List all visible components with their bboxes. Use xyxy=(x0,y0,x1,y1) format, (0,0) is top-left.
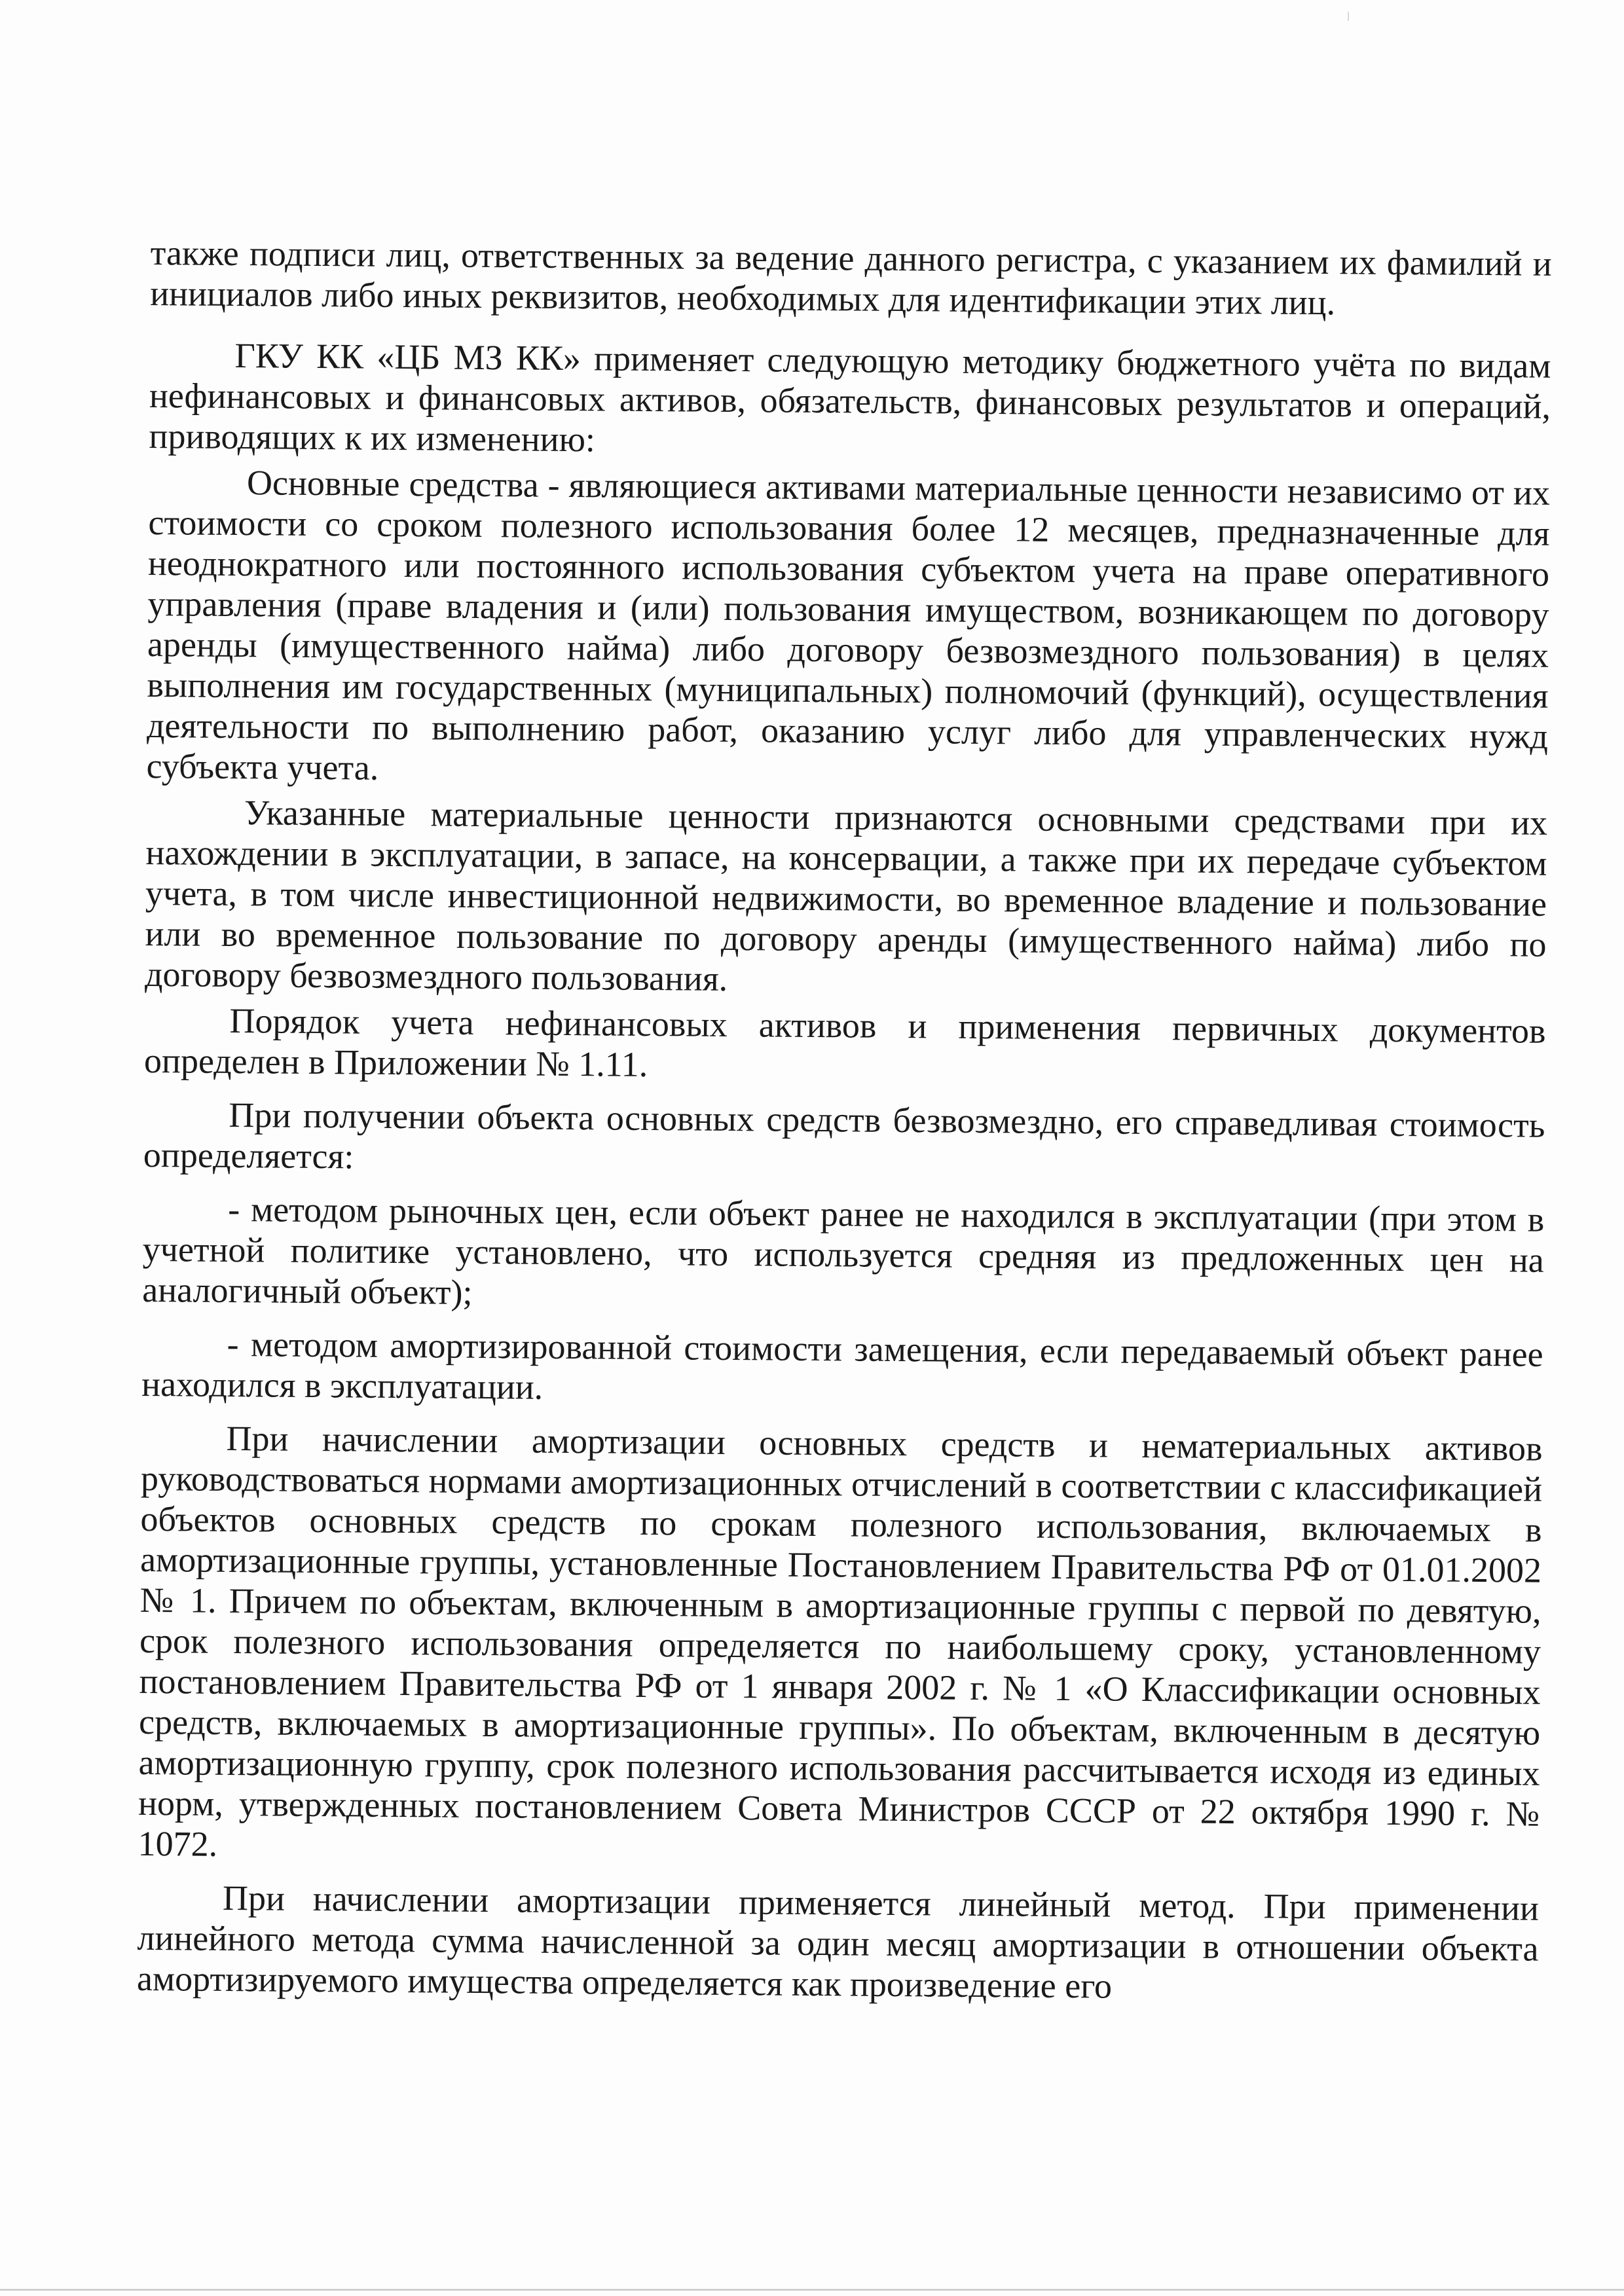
paragraph-accounting-procedure: Порядок учета нефинансовых активов и применения первичных документов определен в Приложении № 1.11. xyxy=(143,1000,1546,1085)
list-item-replacement-cost-method: - методом амортизированной стоимости замещения, если передаваемый объект ранее находился в эксплуатации. xyxy=(141,1324,1543,1407)
paragraph-depreciation-norms: При начислении амортизации основных средств и нематериальных активов руководствоваться нормами амортизационных отчислений в соответствии с классификацией объектов основных средств по срокам полезного использования, включаемых в амортизационные группы, установленные Постановлением Правительства РФ от 01.01.2002 № 1. Причем по объектам, включенным в амортизационные группы с первой по девятую, срок полезного использования определяется по наибольшему сроку, установленному постановлением Правительства РФ от 1 января 2002 г. № 1 «О Классификации основных средств, включаемых в амортизационные группы». По объектам, включенным в десятую амортизационную группу, срок полезного использования рассчитывается исходя из единых норм, утвержденных постановлением Совета Министров СССР от 22 октября 1990 г. № 1072. xyxy=(138,1418,1543,1864)
paragraph-free-receipt: При получении объекта основных средств безвозмездно, его справедливая стоимость определяется: xyxy=(143,1095,1545,1176)
list-item-market-price-method: - методом рыночных цен, если объект ранее не находился в эксплуатации (при этом в учетной политике установлено, что используется средняя из предложенных цен на аналогичный объект); xyxy=(142,1189,1545,1312)
paragraph-fixed-assets-recognition: Указанные материальные ценности признаются основными средствами при их нахождении в эксплуатации, в запасе, на консервации, а также при их передаче субъектом учета, в том числе инвестиционной недвижимости, во временное владение и пользование или во временное пользование по договору аренды (имущественного найма) либо по договору безвозмездного пользования. xyxy=(144,793,1548,998)
scan-bottom-edge xyxy=(0,2289,1624,2291)
paragraph-fixed-assets-definition: Основные средства - являющиеся активами материальные ценности независимо от их стоимости со сроком полезного использования более 12 месяцев, предназначенные для неоднократного или постоянного использования субъектом учета на праве оперативного управления (праве владения и (или) пользования имуществом, возникающем по договору аренды (имущественного найма) либо договору безвозмездного пользования) в целях выполнения им государственных (муниципальных) полномочий (функций), осуществления деятельности по выполнению работ, оказанию услуг либо для управленческих нужд субъекта учета. xyxy=(146,463,1551,788)
document-body xyxy=(137,232,1552,2010)
scan-artifact xyxy=(1348,12,1349,21)
paragraph-linear-method: При начислении амортизации применяется линейный метод. При применении линейного метода сумма начисленной за один месяц амортизации в отношении объекта амортизируемого имущества определяется как произведение его xyxy=(136,1878,1540,2006)
paragraph-accounting-method: ГКУ КК «ЦБ МЗ КК» применяет следующую методику бюджетного учёта по видам нефинансовых и финансовых активов, обязательств, финансовых результатов и операций, приводящих к их изменению: xyxy=(149,336,1551,460)
paragraph-register-signatures: также подписи лиц, ответственных за ведение данного регистра, с указанием их фамилий и инициалов либо иных реквизитов, необходимых для идентификации этих лиц. xyxy=(150,232,1552,323)
